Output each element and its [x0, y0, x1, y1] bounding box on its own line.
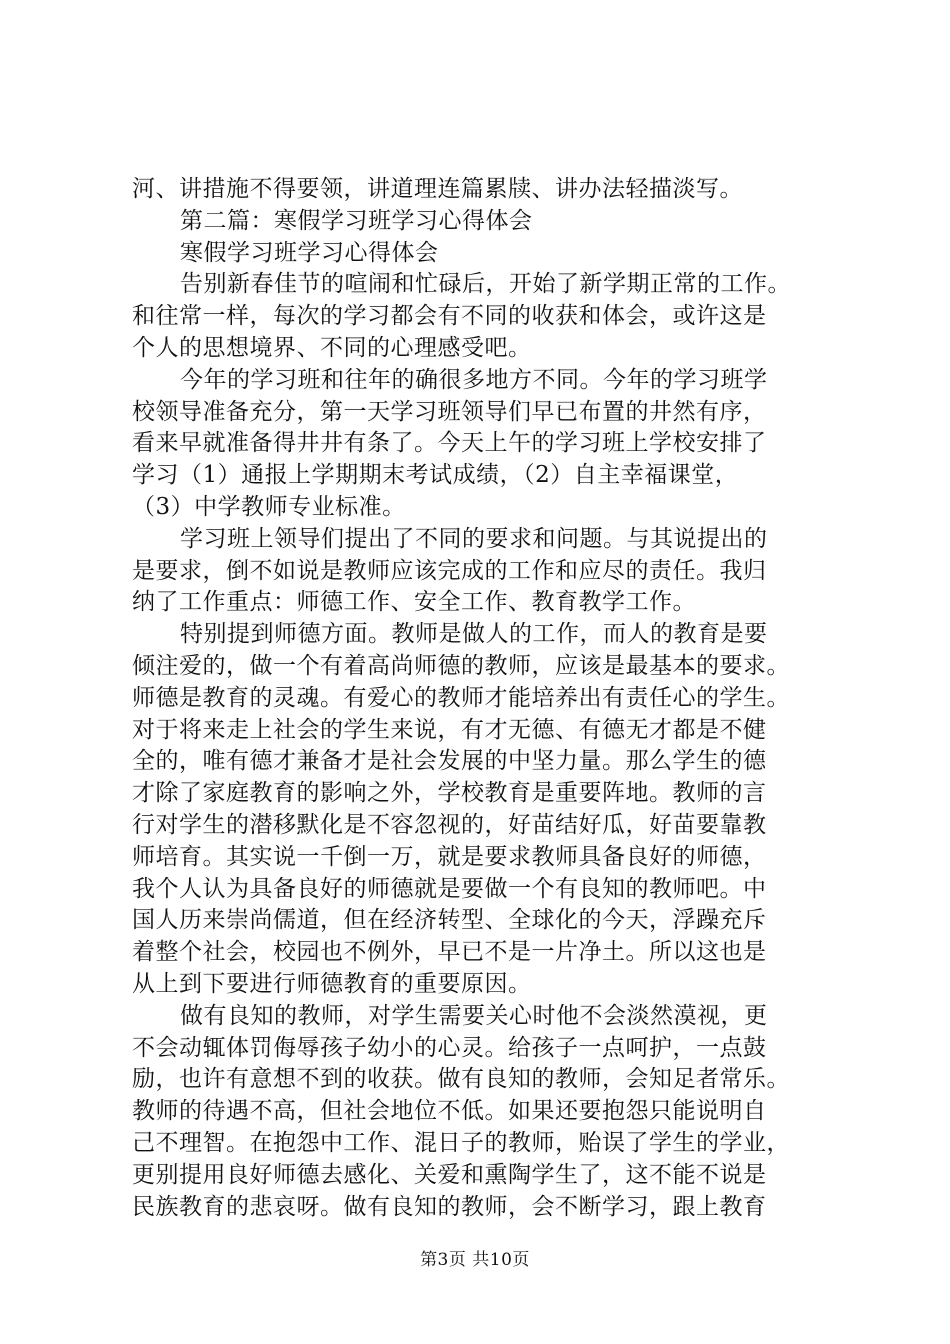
text-line: 行对学生的潜移默化是不容忽视的，好苗结好瓜，好苗要靠教 [132, 811, 767, 838]
text-line: 才除了家庭教育的影响之外，学校教育是重要阵地。教师的言 [132, 780, 767, 807]
text-line: 对于将来走上社会的学生来说，有才无德、有德无才都是不健 [132, 716, 767, 743]
text-line: 师德是教育的灵魂。有爱心的教师才能培养出有责任心的学生。 [132, 684, 790, 711]
text-line: 励，也许有意想不到的收获。做有良知的教师，会知足者常乐。 [132, 1066, 790, 1093]
text-line: 不会动辄体罚侮辱孩子幼小的心灵。给孩子一点呵护，一点鼓 [132, 1034, 767, 1061]
text-line: 我个人认为具备良好的师德就是要做一个有良知的教师吧。中 [132, 875, 767, 902]
page-number-footer: 第3页 共10页 [420, 1250, 530, 1270]
text-line: 师培育。其实说一千倒一万，就是要求教师具备良好的师德， [132, 843, 767, 870]
text-line: 第二篇：寒假学习班学习心得体会 [180, 207, 533, 234]
text-line: 寒假学习班学习心得体会 [180, 239, 439, 266]
text-line: 今年的学习班和往年的确很多地方不同。今年的学习班学 [180, 366, 768, 393]
text-line: 是要求，倒不如说是教师应该完成的工作和应尽的责任。我归 [132, 557, 767, 584]
text-line: 看来早就准备得井井有条了。今天上午的学习班上学校安排了 [132, 430, 767, 457]
text-line: 更别提用良好师德去感化、关爱和熏陶学生了，这不能不说是 [132, 1161, 767, 1188]
text-line: 全的，唯有德才兼备才是社会发展的中坚力量。那么学生的德 [132, 748, 767, 775]
text-line: 从上到下要进行师德教育的重要原因。 [132, 970, 532, 997]
text-line: 己不理智。在抱怨中工作、混日子的教师，贻误了学生的学业， [132, 1129, 790, 1156]
text-line: 学习（1）通报上学期期末考试成绩，（2）自主幸福课堂， [132, 462, 739, 489]
text-line: 和往常一样，每次的学习都会有不同的收获和体会，或许这是 [132, 303, 767, 330]
text-line: 教师的待遇不高，但社会地位不低。如果还要抱怨只能说明自 [132, 1098, 767, 1125]
text-line: 倾注爱的，做一个有着高尚师德的教师，应该是最基本的要求。 [132, 652, 790, 679]
text-line: 学习班上领导们提出了不同的要求和问题。与其说提出的 [180, 525, 768, 552]
text-line: （3）中学教师专业标准。 [132, 493, 406, 520]
text-line: 告别新春佳节的喧闹和忙碌后，开始了新学期正常的工作。 [180, 271, 791, 298]
text-line: 河、讲措施不得要领，讲道理连篇累牍、讲办法轻描淡写。 [132, 176, 743, 202]
text-line: 校领导准备充分，第一天学习班领导们早已布置的井然有序， [132, 398, 767, 425]
text-line: 个人的思想境界、不同的心理感受吧。 [132, 334, 532, 361]
text-line: 特别提到师德方面。教师是做人的工作，而人的教育是要 [180, 621, 768, 648]
text-line: 着整个社会，校园也不例外，早已不是一片净土。所以这也是 [132, 939, 767, 966]
text-line: 纳了工作重点：师德工作、安全工作、教育教学工作。 [132, 589, 696, 616]
text-line: 做有良知的教师，对学生需要关心时他不会淡然漠视，更 [180, 1002, 768, 1029]
text-line: 国人历来崇尚儒道，但在经济转型、全球化的今天，浮躁充斥 [132, 907, 767, 934]
text-line: 民族教育的悲哀呀。做有良知的教师，会不断学习，跟上教育 [132, 1193, 767, 1220]
document-body [132, 174, 852, 1223]
